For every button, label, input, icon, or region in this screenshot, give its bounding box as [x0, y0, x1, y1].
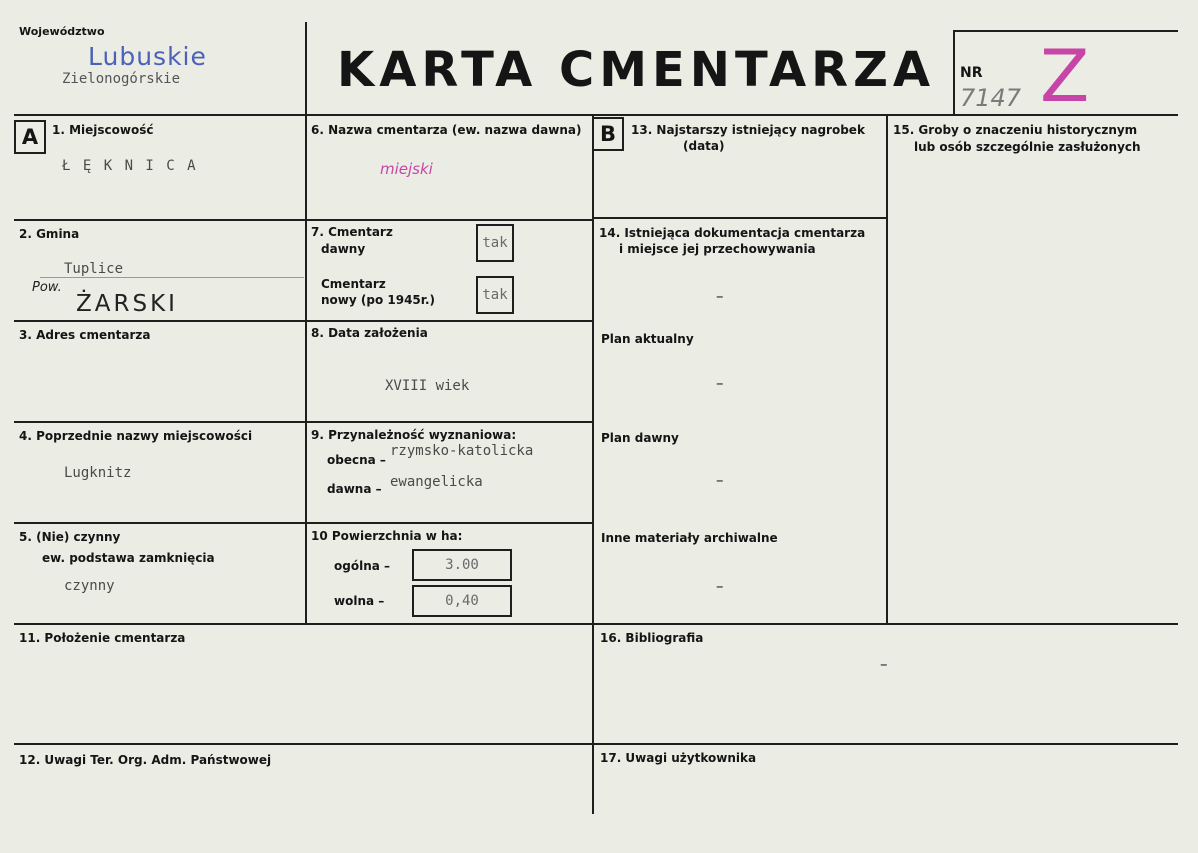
- rule-col-a-b: [592, 114, 594, 814]
- field-17-label: 17. Uwagi użytkownika: [600, 751, 757, 765]
- field-7-new-box: tak: [476, 276, 514, 314]
- field-8-value: XVIII wiek: [385, 378, 470, 394]
- section-b-marker: B: [592, 117, 624, 151]
- section-a-marker: A: [14, 120, 46, 154]
- field-5-label-2: ew. podstawa zamknięcia: [42, 551, 215, 565]
- field-2-label: 2. Gmina: [19, 227, 80, 241]
- rule-row-11-12: [14, 743, 1178, 745]
- field-5-value: czynny: [64, 578, 115, 594]
- field-10-free-label: wolna –: [334, 594, 385, 608]
- field-4-value: Lugknitz: [64, 465, 132, 481]
- nr-value: 7147: [960, 84, 1022, 112]
- rule-header-bottom: [14, 114, 1178, 116]
- rule-b-13-14: [592, 217, 886, 219]
- field-2-pow-label: Pow.: [32, 280, 62, 295]
- field-6-value: miejski: [380, 160, 433, 178]
- field-3-label: 3. Adres cmentarza: [19, 328, 151, 342]
- rule-nr-left: [953, 30, 955, 115]
- other-materials-value: –: [716, 577, 724, 595]
- field-15-label-2: lub osób szczególnie zasłużonych: [914, 140, 1141, 154]
- rule-row-3: [14, 421, 592, 423]
- field-14-label-2: i miejsce jej przechowywania: [619, 242, 816, 256]
- plan-old-value: –: [716, 471, 724, 489]
- field-13-label-2: (data): [683, 139, 725, 153]
- field-16-label: 16. Bibliografia: [600, 631, 704, 645]
- field-4-label: 4. Poprzednie nazwy miejscowości: [19, 429, 253, 443]
- field-10-label: 10 Powierzchnia w ha:: [311, 529, 463, 543]
- plan-current-value: –: [716, 374, 724, 392]
- field-12-label: 12. Uwagi Ter. Org. Adm. Państwowej: [19, 753, 272, 767]
- field-7-old-label-2: dawny: [321, 242, 366, 256]
- rule-col-a1-a2: [305, 114, 307, 625]
- field-9-former-label: dawna –: [327, 482, 382, 496]
- field-7-new-label-2: nowy (po 1945r.): [321, 293, 436, 307]
- rule-gmina-underline: [40, 277, 304, 278]
- field-14-label-1: 14. Istniejąca dokumentacja cmentarza: [599, 226, 866, 240]
- field-9-current-label: obecna –: [327, 453, 386, 467]
- plan-old-label: Plan dawny: [601, 431, 679, 445]
- field-9-former-value: ewangelicka: [390, 474, 483, 490]
- other-materials-label: Inne materiały archiwalne: [601, 531, 778, 545]
- field-2-value: Tuplice: [64, 261, 124, 277]
- wojewodztwo-stamp: Lubuskie: [88, 42, 207, 71]
- wojewodztwo-typed: Zielonogórskie: [62, 71, 181, 87]
- field-13-label-1: 13. Najstarszy istniejący nagrobek: [631, 123, 865, 137]
- field-11-label: 11. Położenie cmentarza: [19, 631, 186, 645]
- field-7-old-box: tak: [476, 224, 514, 262]
- field-14-value: –: [716, 287, 724, 305]
- field-9-current-value: rzymsko-katolicka: [390, 443, 534, 459]
- rule-row-1: [14, 219, 592, 221]
- rule-row-2: [14, 320, 592, 322]
- field-9-label: 9. Przynależność wyznaniowa:: [311, 428, 517, 442]
- field-1-label: 1. Miejscowość: [52, 123, 154, 137]
- field-8-label: 8. Data założenia: [311, 326, 428, 340]
- rule-header-left: [305, 22, 307, 115]
- field-7-old-label-1: 7. Cmentarz: [311, 225, 393, 239]
- card-title: KARTA CMENTARZA: [337, 42, 936, 98]
- field-16-value: –: [880, 655, 888, 673]
- rule-row-5: [14, 623, 1178, 625]
- field-2-pow-value: ŻARSKI: [76, 291, 178, 317]
- field-10-free-box: 0,40: [412, 585, 512, 617]
- field-6-label: 6. Nazwa cmentarza (ew. nazwa dawna): [311, 123, 582, 137]
- field-10-total-box: 3.00: [412, 549, 512, 581]
- wojewodztwo-label: Województwo: [19, 25, 105, 38]
- field-10-total-label: ogólna –: [334, 559, 391, 573]
- field-15-label-1: 15. Groby o znaczeniu historycznym: [893, 123, 1138, 137]
- rule-nr-top: [953, 30, 1178, 32]
- field-1-value: Ł Ę K N I C A: [62, 158, 198, 174]
- nr-letter: Z: [1040, 34, 1090, 118]
- nr-label: NR: [960, 65, 983, 81]
- rule-col-b-15: [886, 114, 888, 623]
- plan-current-label: Plan aktualny: [601, 332, 694, 346]
- field-7-new-label-1: Cmentarz: [321, 277, 386, 291]
- field-5-label-1: 5. (Nie) czynny: [19, 530, 121, 544]
- rule-row-4: [14, 522, 592, 524]
